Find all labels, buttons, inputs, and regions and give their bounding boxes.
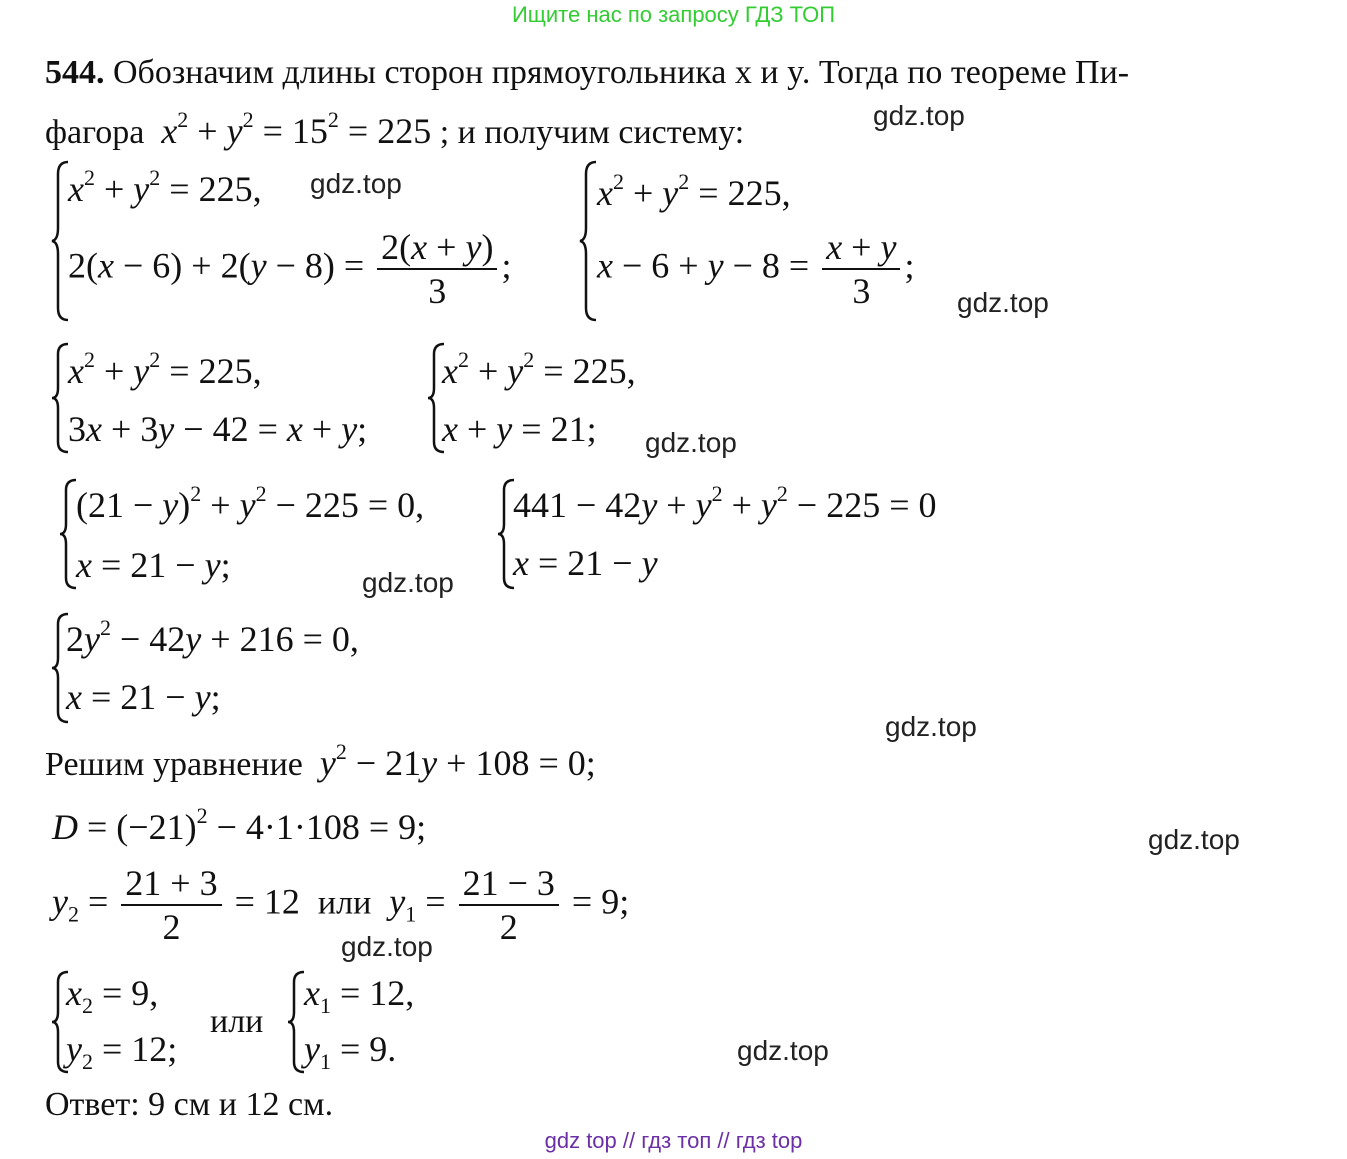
discriminant: $D = (-21)^2 - 4\cdot 1\cdot 108 = 9$; xyxy=(52,803,427,847)
system2-eq2: x − 6 + y − 8 = $\frac{x + y}{3}$ ; xyxy=(597,227,915,311)
problem-statement xyxy=(45,44,1305,162)
system1-eq1: $x^2 + y^2 = 225$, xyxy=(68,165,262,209)
watermark: gdz.top xyxy=(341,931,433,962)
solve-line xyxy=(45,739,596,784)
system-brace xyxy=(580,160,598,322)
intro-line-2-tail: ; и получим систему: xyxy=(439,114,745,151)
roots: $y_2$ = $\frac{21 + 3}{2}$ = 12 или $y_1$ = $\frac{21 - 3}{2}$ = 9; xyxy=(52,863,630,947)
watermark: gdz.top xyxy=(645,427,737,458)
system6-eq1: $441 - 42y + y^2 + y^2 - 225 = 0$ xyxy=(513,481,937,525)
system1-eq2: 2(x − 6) + 2(y − 8) = $\frac{2(x + y)}{3}$ ; xyxy=(68,227,512,311)
quadratic-equation: $y^2 - 21y + 108 = 0$; xyxy=(319,739,596,783)
watermark: gdz.top xyxy=(873,100,965,131)
watermark: gdz.top xyxy=(1148,824,1240,855)
problem-number: 544. xyxy=(45,54,105,91)
watermark: gdz.top xyxy=(957,287,1049,318)
watermark: gdz.top xyxy=(362,567,454,598)
top-banner[interactable]: Ищите нас по запросу ГДЗ ТОП xyxy=(511,2,836,27)
or-word: или xyxy=(317,884,372,922)
system7-eq2: x = 21 − y; xyxy=(66,677,221,717)
system5-eq2: x = 21 − y; xyxy=(76,545,231,585)
intro-line-1-text: Обозначим длины сторон прямоугольника x и y. Тогда по теореме Пи- xyxy=(113,54,1130,91)
intro-line-1 xyxy=(45,44,1305,102)
answer-system2-eq2: $y_1 = 9$. xyxy=(304,1029,397,1074)
system3-eq2: 3x + 3y − 42 = x + y; xyxy=(68,409,368,449)
answer-system2-eq1: $x_1 = 12$, xyxy=(304,973,415,1018)
answer-system1-eq1: $x_2 = 9$, xyxy=(66,973,159,1018)
watermark: gdz.top xyxy=(737,1035,829,1066)
watermark: gdz.top xyxy=(885,711,977,742)
intro-line-2-text: фагора xyxy=(45,114,145,151)
system4-eq2: x + y = 21; xyxy=(442,409,597,449)
system7-eq1: $2y^2 - 42y + 216 = 0$, xyxy=(66,615,359,659)
pythagoras-formula: $x^2 + y^2 = 15^2 = 225$ xyxy=(161,107,432,151)
system6-eq2: x = 21 − y xyxy=(513,543,658,583)
answer-system1-eq2: $y_2 = 12$; xyxy=(66,1029,178,1074)
footer-links[interactable]: gdz top // гдз топ // гдз top xyxy=(544,1128,803,1153)
or-word: или xyxy=(210,1003,264,1040)
intro-line-2 xyxy=(45,102,1305,162)
system4-eq1: $x^2 + y^2 = 225$, xyxy=(442,347,636,391)
solve-text: Решим уравнение xyxy=(45,746,303,783)
system3-eq1: $x^2 + y^2 = 225$, xyxy=(68,347,262,391)
system2-eq1: $x^2 + y^2 = 225$, xyxy=(597,169,791,213)
system5-eq1: $(21 - y)^2 + y^2 - 225 = 0$, xyxy=(76,481,425,525)
watermark: gdz.top xyxy=(310,168,402,199)
answer: Ответ: 9 см и 12 см. xyxy=(45,1086,334,1123)
